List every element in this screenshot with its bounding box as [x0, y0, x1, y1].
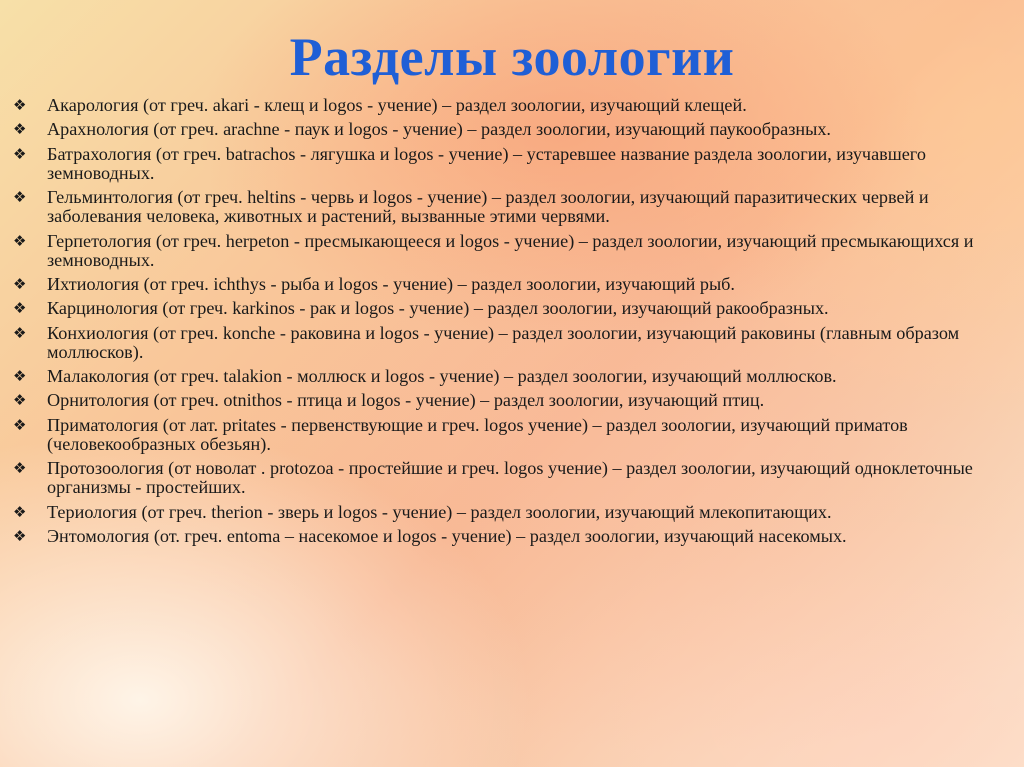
diamond-bullet-icon: ❖ — [13, 96, 27, 114]
diamond-bullet-icon: ❖ — [13, 323, 27, 342]
list-item — [13, 367, 1017, 386]
list-item — [13, 324, 1017, 362]
diamond-bullet-icon: ❖ — [13, 231, 27, 250]
list-item-text: Арахнология (от греч. arachne - паук и logos - учение) – раздел зоологии, изучающий паукообразных. — [47, 119, 831, 140]
diamond-bullet-icon: ❖ — [13, 459, 27, 478]
list-item-text: Малакология (от греч. talakion - моллюск и logos - учение) – раздел зоологии, изучающий моллюсков. — [47, 366, 837, 387]
list-item-text: Протозоология (от новолат . protozoa - простейшие и греч. logos учение) – раздел зоологии, изучающий одноклеточные организмы - простейших. — [47, 458, 973, 498]
diamond-bullet-icon: ❖ — [13, 391, 27, 410]
list-item-text: Акарология (от греч. akari - клещ и logos - учение) – раздел зоологии, изучающий клещей. — [47, 95, 747, 115]
list-item-text: Батрахология (от греч. batrachos - лягушка и logos - учение) – устаревшее название раздела зоологии, изучавшего земноводных. — [47, 143, 926, 183]
list-item — [13, 391, 1017, 410]
list-item — [13, 120, 1017, 139]
diamond-bullet-icon: ❖ — [13, 144, 27, 163]
diamond-bullet-icon: ❖ — [13, 299, 27, 318]
list-item — [13, 527, 1017, 546]
diamond-bullet-icon: ❖ — [13, 527, 27, 546]
list-item — [13, 188, 1017, 226]
list-item — [13, 503, 1017, 522]
diamond-bullet-icon: ❖ — [13, 367, 27, 386]
list-item-text: Орнитология (от греч. otnithos - птица и logos - учение) – раздел зоологии, изучающий птиц. — [47, 390, 765, 411]
list-item — [13, 232, 1017, 270]
list-item-text: Териология (от греч. therion - зверь и logos - учение) – раздел зоологии, изучающий млекопитающих. — [47, 501, 832, 522]
diamond-bullet-icon: ❖ — [13, 415, 27, 434]
list-item — [13, 459, 1017, 497]
list-item-text: Приматология (от лат. pritates - первенствующие и греч. logos учение) – раздел зоологии, изучающий приматов (человекообразных обезьян). — [47, 414, 908, 454]
diamond-bullet-icon: ❖ — [13, 120, 27, 139]
list-item-text: Энтомология (от. греч. entoma – насекомое и logos - учение) – раздел зоологии, изучающий насекомых. — [47, 526, 847, 547]
slide-title: Разделы зоологии — [289, 27, 735, 87]
term-list — [13, 96, 1017, 551]
diamond-bullet-icon: ❖ — [13, 188, 27, 207]
list-item-text: Герпетология (от греч. herpeton - пресмыкающееся и logos - учение) – раздел зоологии, изучающий пресмыкающихся и земноводных. — [47, 230, 974, 270]
diamond-bullet-icon: ❖ — [13, 275, 27, 294]
list-item-text: Конхиология (от греч. konche - раковина и logos - учение) – раздел зоологии, изучающий раковины (главным образом моллюсков). — [47, 322, 960, 362]
list-item — [13, 96, 1017, 115]
list-item — [13, 145, 1017, 183]
diamond-bullet-icon: ❖ — [13, 502, 27, 521]
list-item — [13, 275, 1017, 294]
list-item-text: Ихтиология (от греч. ichthys - рыба и logos - учение) – раздел зоологии, изучающий рыб. — [47, 274, 735, 295]
list-item — [13, 416, 1017, 454]
list-item-text: Гельминтология (от греч. heltins - червь и logos - учение) – раздел зоологии, изучающий паразитических червей и заболевания человека, животных и растений, вызванные этими червями. — [47, 187, 929, 227]
list-item-text: Карцинология (от греч. karkinos - рак и logos - учение) – раздел зоологии, изучающий ракообразных. — [47, 298, 829, 319]
list-item — [13, 299, 1017, 318]
